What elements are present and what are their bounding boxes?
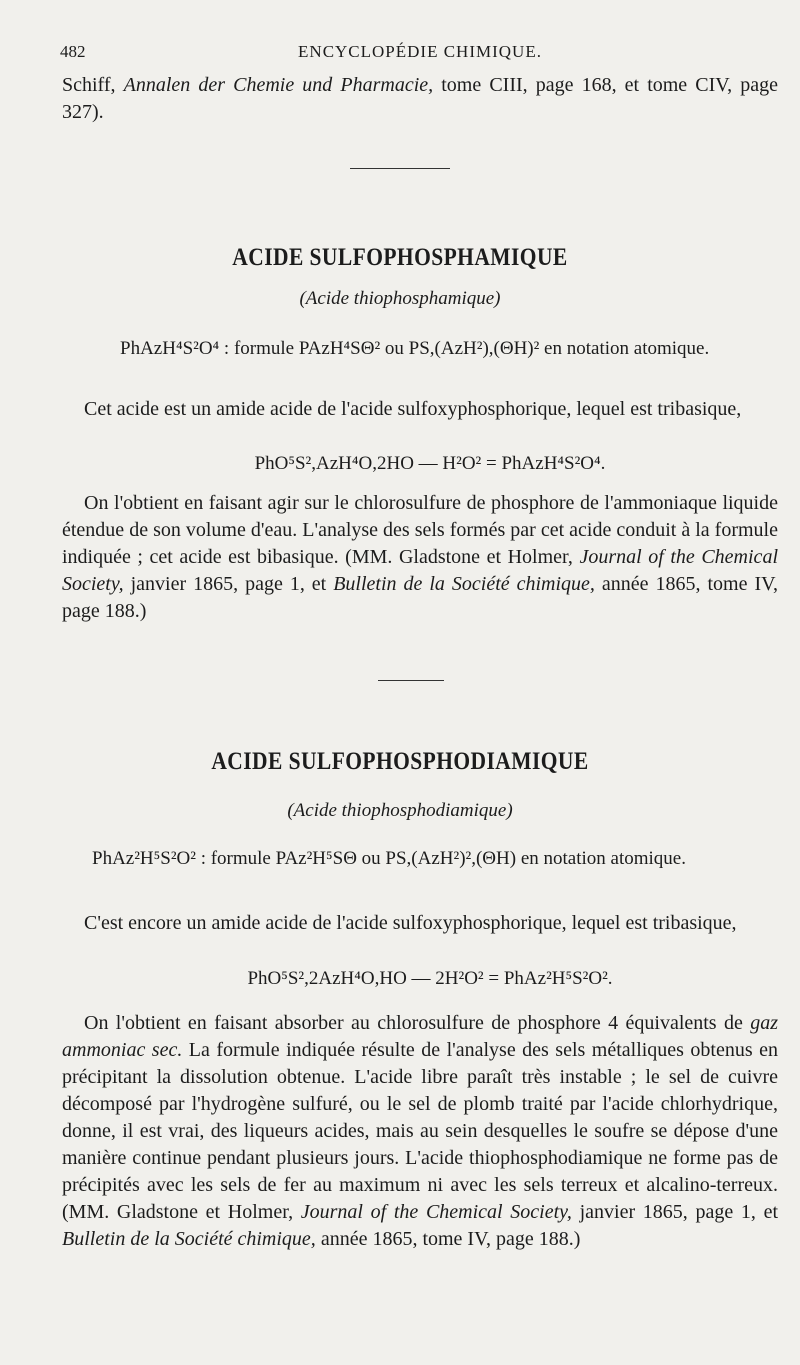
section1-paragraph-2 <box>62 490 778 625</box>
intro-text-after: tome CIII, page 168, et tome CIV, page 327). <box>62 74 778 123</box>
s1-p2-text-b: janvier 1865, page 1, et <box>123 573 334 595</box>
intro-journal: Annalen der Chemie und Pharmacie, <box>123 74 434 96</box>
section1-equation: PhO⁵S²,AzH⁴O,2HO — H²O² = PhAzH⁴S²O⁴. <box>254 453 606 474</box>
page-header <box>60 42 780 66</box>
intro-text: Schiff, <box>62 74 124 96</box>
s2-p2-journal-1: Journal of the Chemical Society, <box>300 1201 572 1223</box>
separator-rule <box>350 168 450 169</box>
section1-subtitle: (Acide thiophosphamique) <box>299 288 501 309</box>
section1-title: ACIDE SULFOPHOSPHAMIQUE <box>232 244 568 271</box>
s2-p2-text-a: On l'obtient en faisant absorber au chlorosulfure de phosphore 4 équivalents de <box>84 1012 751 1034</box>
section1-paragraph-1: Cet acide est un amide acide de l'acide sulfoxyphosphorique, lequel est tribasique, <box>84 398 742 420</box>
section2-formula-line: PhAz²H⁵S²O² : formule PAz²H⁵SΘ ou PS,(AzH²)²,(ΘH) en notation atomique. <box>92 848 686 869</box>
s1-p2-text-a: On l'obtient en faisant agir sur le chlorosulfure de phosphore de l'ammoniaque liquide étendue de son volume d'eau. L'analyse des sels formés par cet acide conduit à la formule indiquée ; cet acide est bibasique. (MM. Gladstone et Holmer, <box>62 492 778 568</box>
section2-equation: PhO⁵S²,2AzH⁴O,HO — 2H²O² = PhAz²H⁵S²O². <box>247 968 613 989</box>
s2-p2-text-c: janvier 1865, page 1, et <box>571 1201 778 1223</box>
s2-p2-italic: gaz ammoniac sec. <box>62 1012 778 1061</box>
s1-p2-journal-2: Bulletin de la Société chimique, <box>333 573 595 595</box>
s2-p2-text-b: La formule indiquée résulte de l'analyse des sels métalliques obtenus en précipitant la dissolution obtenue. L'acide libre paraît très instable ; le sel de cuivre décomposé par l'hydrogène sulfuré, ou le sel de plomb traité par l'acide chlorhydrique, donne, il est vrai, des liqueurs acides, mais au sein desquelles le soufre se dépose d'une manière continue pendant plusieurs jours. L'acide thiophosphodiamique ne forme pas de précipités avec les sels de fer au maximum ni avec les sels terreux et alcalino-terreux. (MM. Gladstone et Holmer, <box>62 1039 778 1223</box>
section1-formula-line: PhAzH⁴S²O⁴ : formule PAzH⁴SΘ² ou PS,(AzH²),(ΘH)² en notation atomique. <box>120 338 710 359</box>
section2-subtitle: (Acide thiophosphodiamique) <box>287 800 513 821</box>
page-number: 482 <box>60 42 86 61</box>
s1-p2-journal-1: Journal of the Chemical Society, <box>62 546 778 595</box>
s1-p2-text-c: année 1865, tome IV, page 188.) <box>62 573 778 622</box>
section2-paragraph-2 <box>62 1010 778 1253</box>
s2-p2-journal-2: Bulletin de la Société chimique, <box>62 1228 316 1250</box>
separator-rule-2 <box>378 680 444 681</box>
intro-paragraph <box>62 72 778 126</box>
section2-title: ACIDE SULFOPHOSPHODIAMIQUE <box>211 748 589 775</box>
section2-paragraph-1: C'est encore un amide acide de l'acide sulfoxyphosphorique, lequel est tribasique, <box>84 912 737 934</box>
running-title: ENCYCLOPÉDIE CHIMIQUE. <box>298 42 542 61</box>
s2-p2-text-d: année 1865, tome IV, page 188.) <box>315 1228 581 1250</box>
